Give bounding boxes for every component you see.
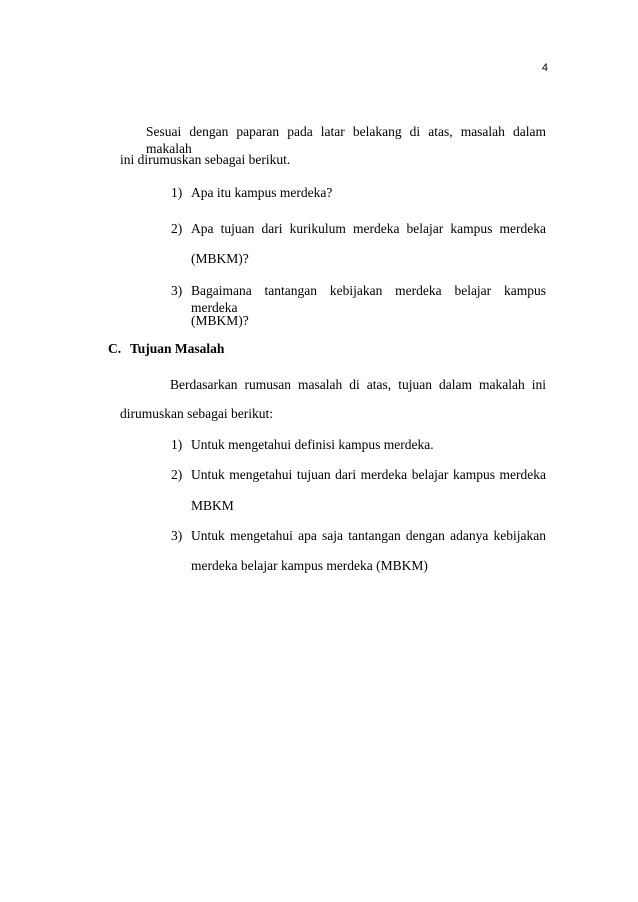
tujuan-item-2-number: 2) — [171, 467, 183, 482]
rumusan-item-3-number: 3) — [171, 283, 183, 298]
section-letter: C. — [108, 341, 122, 356]
tujuan-intro-line-1: Berdasarkan rumusan masalah di atas, tujuan dalam makalah ini — [170, 377, 546, 392]
page-number: 4 — [541, 62, 548, 74]
rumusan-item-2-text: Apa tujuan dari kurikulum merdeka belajar kampus merdeka — [191, 221, 546, 236]
rumusan-item-1-number: 1) — [171, 185, 183, 200]
rumusan-item-2-number: 2) — [171, 221, 183, 236]
section-title: Tujuan Masalah — [130, 341, 225, 356]
rumusan-item-3-text: Bagaimana tantangan kebijakan merdeka belajar kampus merdeka — [191, 283, 546, 315]
tujuan-item-3-number: 3) — [171, 528, 183, 543]
intro-line-2: ini dirumuskan sebagai berikut. — [120, 152, 291, 167]
rumusan-item-2-text-cont: (MBKM)? — [191, 251, 249, 266]
tujuan-intro-line-2: dirumuskan sebagai berikut: — [120, 406, 273, 421]
rumusan-item-3-text-cont: (MBKM)? — [191, 313, 249, 328]
tujuan-item-2-text: Untuk mengetahui tujuan dari merdeka belajar kampus merdeka — [191, 467, 546, 482]
tujuan-item-1-text: Untuk mengetahui definisi kampus merdeka. — [191, 437, 434, 452]
rumusan-item-1-text: Apa itu kampus merdeka? — [191, 185, 333, 200]
tujuan-item-1-number: 1) — [171, 437, 183, 452]
section-heading — [108, 340, 224, 357]
tujuan-item-3-text: Untuk mengetahui apa saja tantangan dengan adanya kebijakan — [191, 528, 546, 543]
intro-line-1: Sesuai dengan paparan pada latar belakang di atas, masalah dalam makalah — [146, 124, 546, 156]
tujuan-item-2-text-cont: MBKM — [191, 498, 234, 513]
tujuan-item-3-text-cont: merdeka belajar kampus merdeka (MBKM) — [191, 558, 428, 573]
